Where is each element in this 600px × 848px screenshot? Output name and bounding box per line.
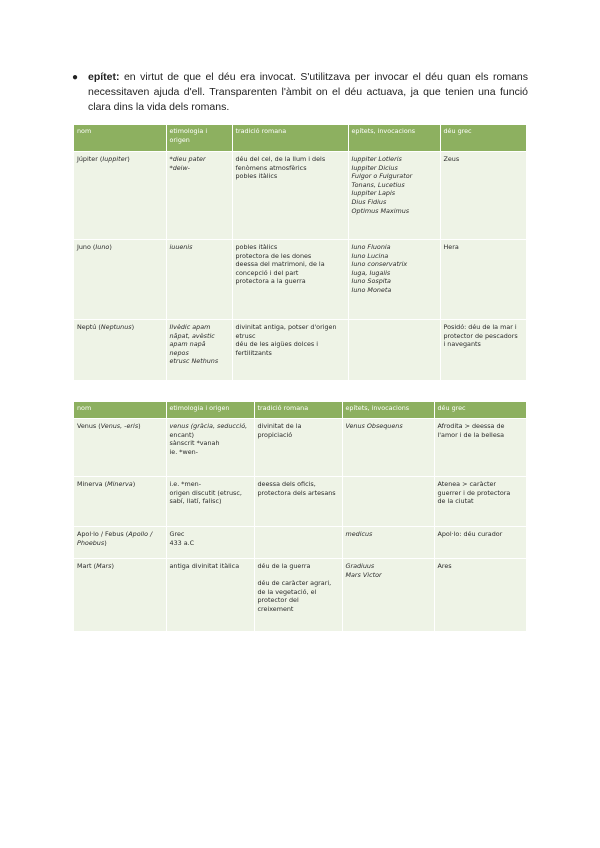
nom-part: Júpiter (: [77, 155, 103, 163]
etimologia-line: Grec: [169, 530, 185, 538]
tradicio-cell: [254, 527, 342, 559]
grec-cell: [434, 477, 526, 527]
tradicio-line: protector del: [257, 596, 299, 605]
nom-part: ): [138, 422, 141, 430]
grec-line: Zeus: [443, 155, 460, 163]
nom-part: Venus, -eris: [100, 422, 139, 430]
tradicio-line: concepció i del part: [235, 268, 299, 277]
nom-part: Minerva: [107, 480, 133, 488]
grec-line: Ares: [437, 562, 452, 570]
tradicio-cell: [254, 477, 342, 527]
etimologia-line: i.e. *men-: [169, 480, 202, 488]
header-nom: nom: [74, 402, 166, 419]
etimologia-line: antiga divinitat itàlica: [169, 562, 240, 570]
grec-cell: [434, 559, 526, 631]
grec-cell: [440, 320, 526, 380]
etimologia-line: nepos: [169, 348, 189, 357]
nom-cell: [74, 320, 166, 380]
header-tradicio: tradició romana: [254, 402, 342, 419]
tradicio-line: deessa dels oficis,: [257, 480, 316, 488]
epitets-line: Optimus Maximus: [351, 206, 410, 215]
nom-part: Venus (: [77, 422, 101, 430]
nom-part: ): [131, 323, 135, 331]
table-row: [74, 320, 526, 380]
grec-line: Atenea > caràcter: [437, 480, 497, 488]
nom-cell: [74, 152, 166, 240]
tradicio-line: divinitat antiga, potser d'origen: [235, 323, 337, 331]
grec-cell: [434, 527, 526, 559]
gods-table-2: [74, 402, 527, 631]
table-row: [74, 477, 526, 527]
nom-cell: [74, 240, 166, 320]
tradicio-line: protectora de les dones: [235, 251, 312, 260]
etimologia-line: Ilvèdic apam: [169, 323, 211, 331]
nom-part: ): [111, 562, 114, 570]
tradicio-line: etrusc: [235, 331, 256, 340]
epitets-line: Mars Victor: [345, 570, 382, 579]
epitets-line: Iuno Moneta: [351, 285, 392, 294]
nom-part: Neptunus: [100, 323, 132, 331]
etimologia-line: ie. *wen-: [169, 447, 198, 456]
tradicio-line: déu de caràcter agrari,: [257, 579, 332, 588]
tradicio-line: propiciació: [257, 430, 293, 439]
table-1-body: [74, 152, 526, 380]
etimologia-line: nāpat, avèstic: [169, 331, 215, 340]
etimologia-line: etrusc Nethuns: [169, 357, 219, 366]
epitets-cell: [342, 559, 434, 631]
header-tradicio: tradició romana: [232, 125, 348, 152]
etimologia-line: venus (gràcia, seducció,: [169, 422, 248, 430]
tradicio-cell: [254, 559, 342, 631]
epitets-line: Iuppiter Lapis: [351, 189, 396, 198]
tradicio-line: protectora a la guerra: [235, 277, 306, 286]
table-row: [74, 152, 526, 240]
epitets-line: Fulgor o Fulgurator: [351, 172, 413, 181]
nom-part: ): [104, 538, 107, 547]
table-row: [74, 419, 526, 477]
header-grec: déu grec: [440, 125, 526, 152]
nom-part: Iuno: [95, 243, 110, 251]
epitets-cell: [342, 419, 434, 477]
etimologia-cell: [166, 320, 232, 380]
epithet-term: epítet:: [88, 71, 120, 83]
epitets-line: Iuppiter Lotleris: [351, 155, 402, 163]
header-epitets: epítets, invocacions: [348, 125, 440, 152]
etimologia-line: apam napā: [169, 340, 206, 349]
table-row: [74, 527, 526, 559]
nom-cell: [74, 527, 166, 559]
nom-part: Apol·lo / Febus (: [77, 530, 129, 538]
header-etimologia: etimologia i origen: [166, 125, 232, 152]
tradicio-line: de la vegetació, el: [257, 587, 317, 596]
nom-cell: [74, 559, 166, 631]
tradicio-line: déu de la guerra: [257, 562, 311, 570]
tradicio-cell: [232, 152, 348, 240]
epitets-line: Iuga, Iugalis: [351, 268, 391, 277]
nom-part: Mart (: [77, 562, 97, 570]
etimologia-line: iuuenis: [169, 243, 193, 251]
epithet-paragraph: [72, 70, 528, 115]
etimologia-line: origen discutit (etrusc,: [169, 488, 242, 497]
epitets-line: Iuno conservatrix: [351, 260, 408, 269]
epitets-cell: [342, 477, 434, 527]
nom-part: Minerva (: [77, 480, 108, 488]
epitets-cell: [348, 152, 440, 240]
tradicio-line: deessa del matrimoni, de la: [235, 260, 325, 269]
table-header-row: [74, 125, 526, 152]
etimologia-line: encant): [169, 430, 194, 439]
tradicio-line: creixement: [257, 604, 294, 613]
etimologia-cell: [166, 240, 232, 320]
etimologia-cell: [166, 419, 254, 477]
epitets-line: Gradiuus: [345, 562, 375, 570]
tradicio-cell: [232, 320, 348, 380]
nom-part: ): [132, 480, 136, 488]
epitets-line: Iuno Fluonia: [351, 243, 391, 251]
grec-line: protector de pescadors: [443, 331, 518, 340]
epitets-line: Venus Obsequens: [345, 422, 403, 430]
epitets-line: Iuppiter Dicius: [351, 163, 398, 172]
epitets-line: medicus: [345, 530, 373, 538]
epitets-line: Dius Fidius: [351, 197, 387, 206]
tradicio-line: déu del cel, de la llum i dels: [235, 155, 326, 163]
nom-part: Juno (: [77, 243, 96, 251]
header-nom: nom: [74, 125, 166, 152]
grec-line: Hera: [443, 243, 459, 251]
etimologia-line: sabí, llatí, falisc): [169, 497, 222, 506]
grec-cell: [440, 240, 526, 320]
etimologia-line: 433 a.C: [169, 538, 195, 547]
grec-line: i navegants: [443, 340, 481, 349]
nom-part: Neptú (: [77, 323, 101, 331]
header-grec: déu grec: [434, 402, 526, 419]
bullet-icon: ●: [72, 72, 79, 83]
epitets-cell: [348, 240, 440, 320]
epitets-line: Tonans, Lucetius: [351, 180, 405, 189]
table-row: [74, 559, 526, 631]
header-etimologia: etimologia i origen: [166, 402, 254, 419]
etimologia-line: *deiw-: [169, 163, 190, 172]
table-2-body: [74, 419, 526, 631]
nom-part: ): [109, 243, 112, 251]
epithet-text: en virtut de que el déu era invocat. S'utilitzava per invocar el déu quan els romans necessitaven ajuda d'ell. Transparenten l'àmbit on el déu actuava, ja que tenien una funció clara dins la vida dels romans.: [88, 71, 528, 113]
tradicio-line: [258, 571, 339, 580]
nom-cell: [74, 477, 166, 527]
tradicio-cell: [232, 240, 348, 320]
etimologia-line: *dieu pater: [169, 155, 206, 163]
grec-line: l'amor i de la bellesa: [437, 430, 505, 439]
nom-part: Mars: [96, 562, 112, 570]
nom-part: Iuppiter: [102, 155, 128, 163]
grec-line: guerrer i de protectora: [437, 488, 511, 497]
etimologia-cell: [166, 527, 254, 559]
nom-cell: [74, 419, 166, 477]
gods-table-1: [74, 125, 527, 380]
tradicio-line: divinitat de la: [257, 422, 302, 430]
tradicio-cell: [254, 419, 342, 477]
grec-cell: [440, 152, 526, 240]
grec-line: de la ciutat: [437, 497, 474, 506]
etimologia-cell: [166, 559, 254, 631]
epitets-cell: [342, 527, 434, 559]
epitets-line: Iuno Lucina: [351, 251, 389, 260]
etimologia-cell: [166, 152, 232, 240]
table-header-row: [74, 402, 526, 419]
tradicio-line: fenòmens atmosfèrics: [235, 163, 307, 172]
nom-part: ): [127, 155, 130, 163]
epitets-line: Iuno Sospita: [351, 277, 391, 286]
table-row: [74, 240, 526, 320]
etimologia-line: sànscrit *vanah: [169, 439, 220, 448]
grec-line: Apol·lo: déu curador: [437, 530, 503, 538]
tradicio-line: pobles itàlics: [235, 172, 278, 181]
etimologia-cell: [166, 477, 254, 527]
tradicio-line: pobles itàlics: [235, 243, 278, 251]
nom-part: Apollo / Phoebus: [77, 530, 153, 547]
header-epitets: epítets, invocacions: [342, 402, 434, 419]
tradicio-line: déu de les aigües dolces i: [235, 340, 319, 349]
grec-line: Posidó: déu de la mar i: [443, 323, 517, 331]
epitets-cell: [348, 320, 440, 380]
grec-cell: [434, 419, 526, 477]
grec-line: Afrodita > deessa de: [437, 422, 505, 430]
tradicio-line: protectora dels artesans: [257, 488, 336, 497]
tradicio-line: fertilitzants: [235, 348, 272, 357]
